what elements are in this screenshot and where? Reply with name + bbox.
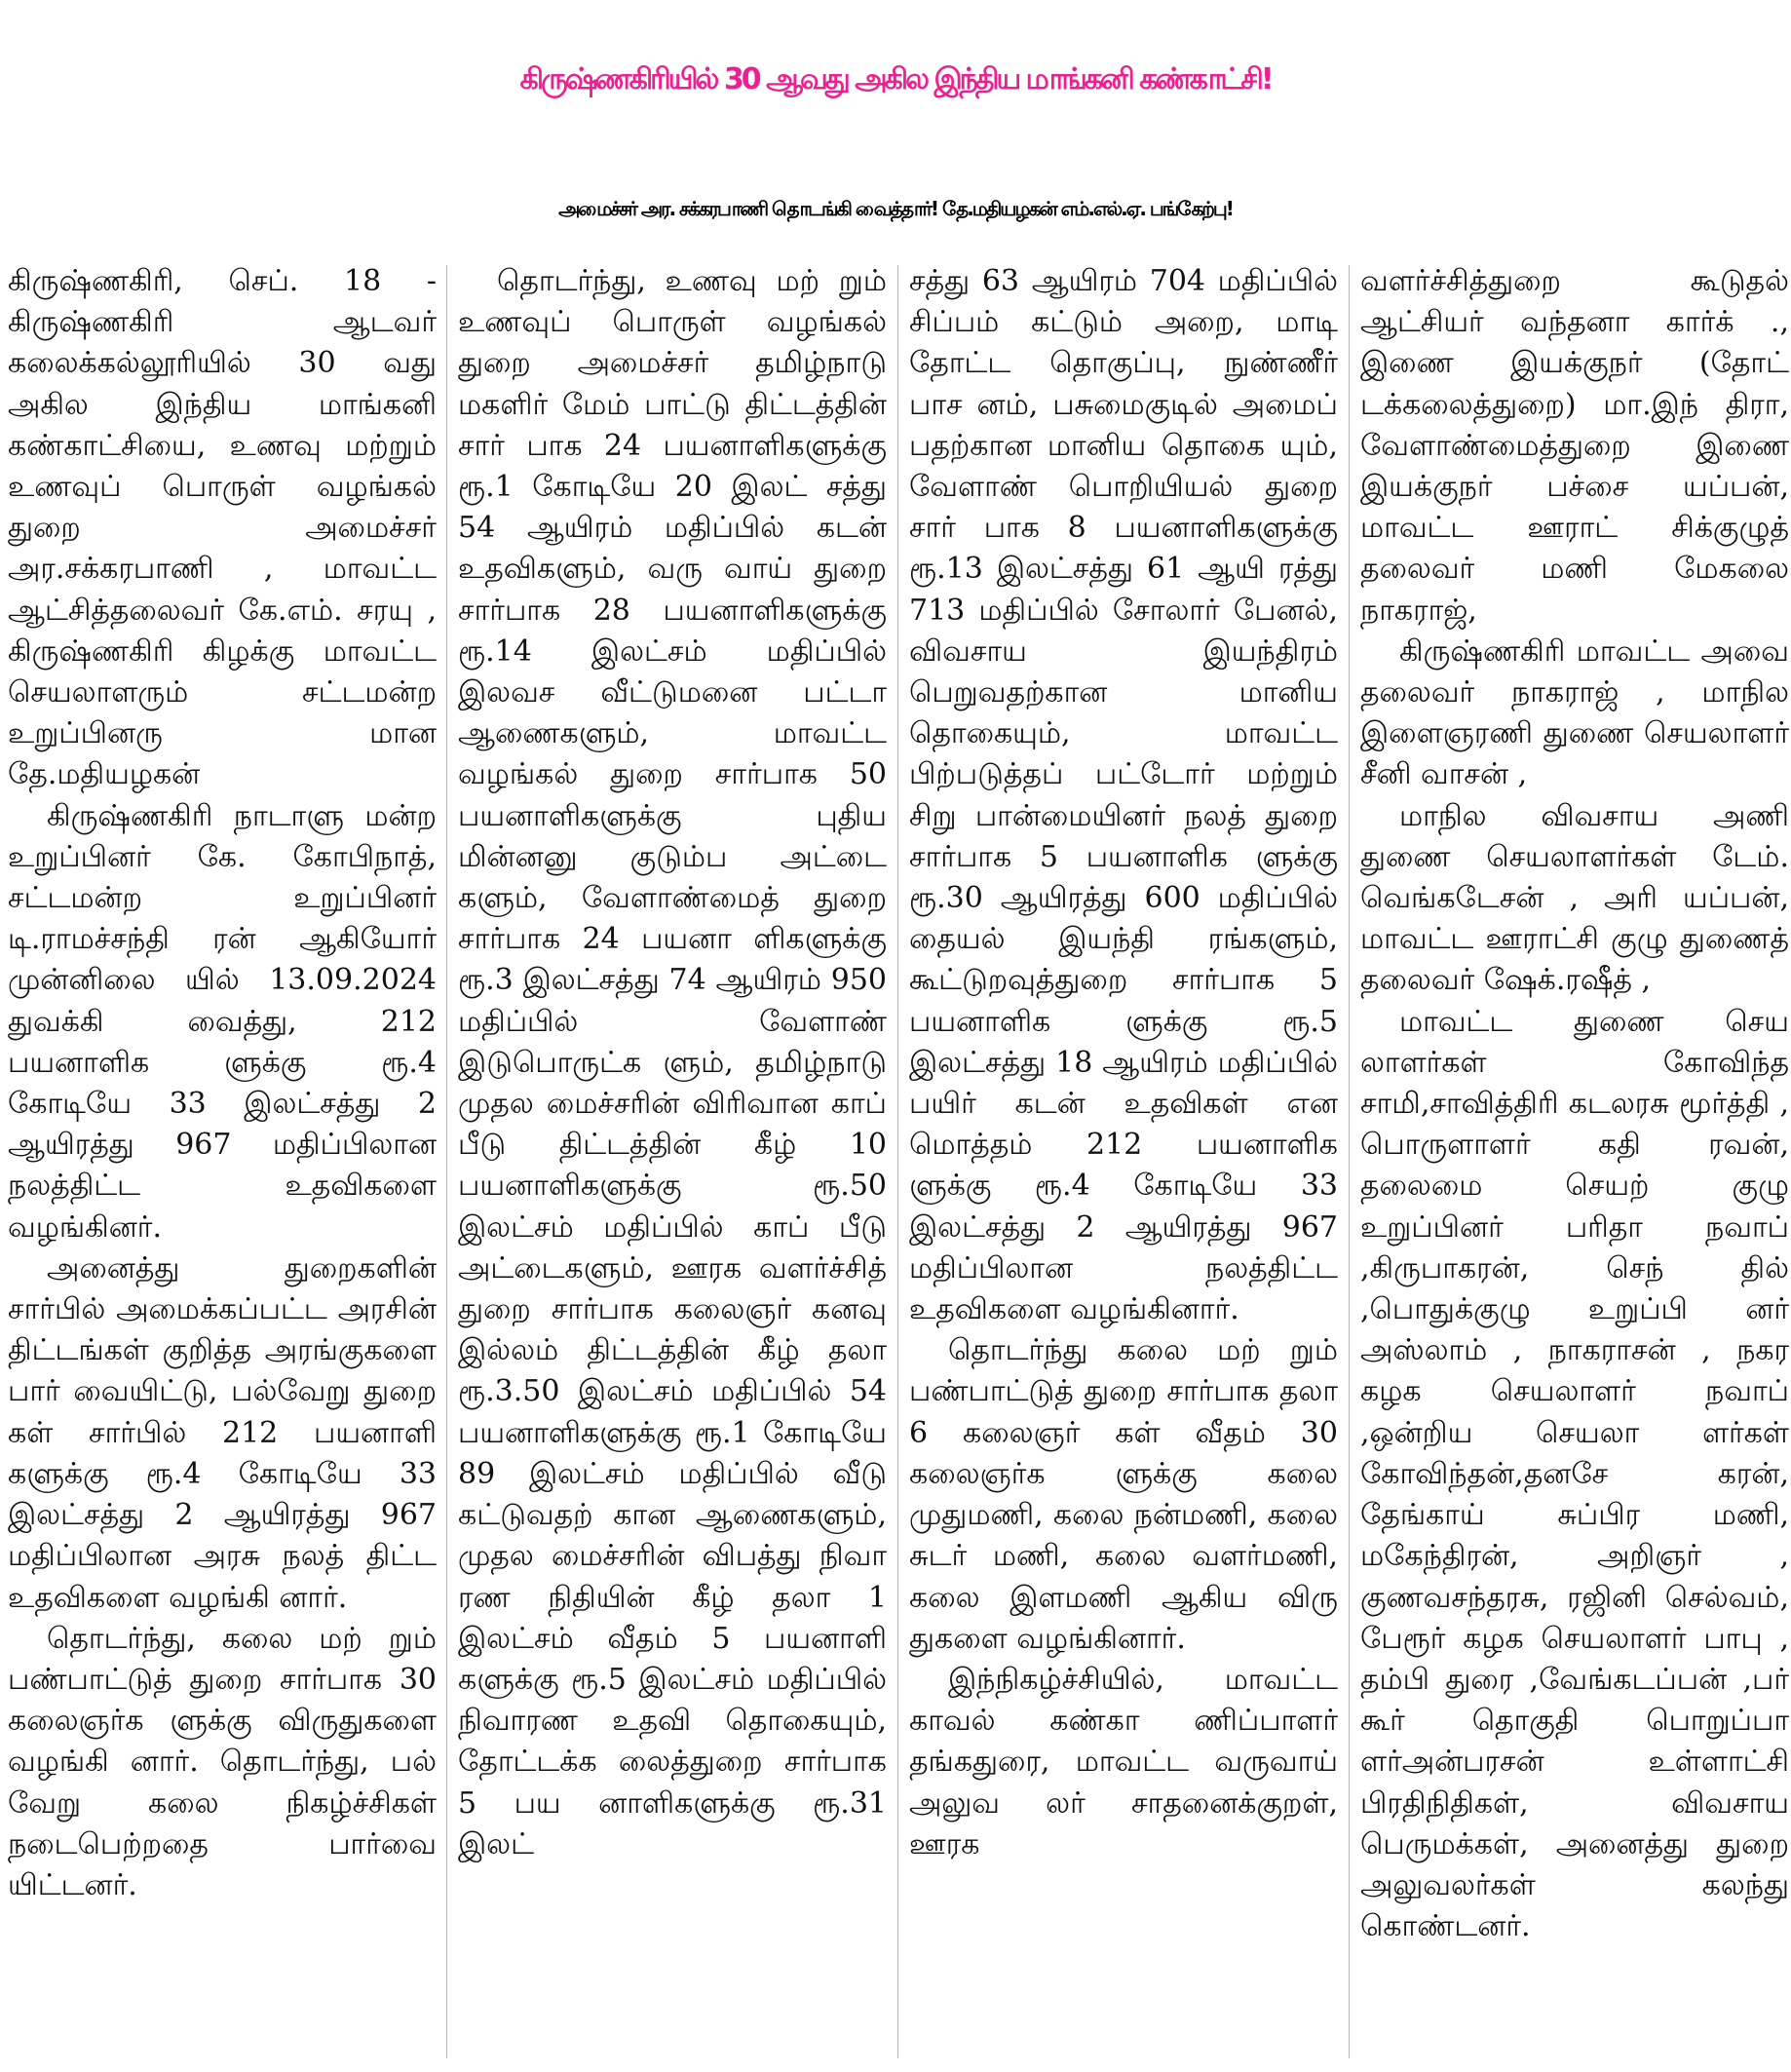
paragraph: தொடர்ந்து கலை மற் றும் பண்பாட்டுத் துறை சார்பாக தலா 6 கலைஞர் கள் வீதம் 30 கலைஞர்க ளுக்கு கலை முதுமணி, கலை நன்மணி, கலை சுடர் மணி, கலை வளர்மணி, கலை இளமணி ஆகிய விரு துகளை வழங்கினார்.	[909, 1333, 1338, 1656]
paragraph: மாவட்ட துணை செய லாளர்கள் கோவிந்த சாமி,சாவித்திரி கடலரசு மூர்த்தி , பொருளாளர் கதி ரவன், தலைமை செயற் குழு உறுப்பினர் பரிதா நவாப் ,கிருபாகரன், செந் தில் ,பொதுக்குழு உறுப்பி னர் அஸ்லாம் , நாகராசன் , நகர கழக செயலாளர் நவாப் ,ஒன்றிய செயலா ளர்கள் கோவிந்தன்,தனசே கரன், தேங்காய் சுப்பிர மணி, மகேந்திரன், அறிஞர் , குணவசந்தரசு, ரஜினி செல்வம், பேரூர் கழக செயலாளர் பாபு , தம்பி துரை ,வேங்கடப்பன் ,பர் கூர் தொகுதி பொறுப்பா ளர்அன்பரசன் உள்ளாட்சி பிரதிநிதிகள், விவசாய பெருமக்கள், அனைத்து துறை அலுவலர்கள் கலந்து கொண்டனர்.	[1360, 1004, 1789, 1944]
paragraph: தொடர்ந்து, உணவு மற் றும் உணவுப் பொருள் வழங்கல் துறை அமைச்சர் தமிழ்நாடு மகளிர் மேம் பாட்டு திட்டத்தின் சார் பாக 24 பயனாளிகளுக்கு ரூ.1 கோடியே 20 இலட் சத்து 54 ஆயிரம் மதிப்பில் கடன் உதவிகளும், வரு வாய் துறை சார்பாக 28 பயனாளிகளுக்கு ரூ.14 இலட்சம் மதிப்பில் இலவச வீட்டுமனை பட்டா ஆணைகளும், மாவட்ட வழங்கல் துறை சார்பாக 50 பயனாளிகளுக்கு புதிய மின்னனு குடும்ப அட்டை களும், வேளாண்மைத் துறை சார்பாக 24 பயனா ளிகளுக்கு ரூ.3 இலட்சத்து 74 ஆயிரம் 950 மதிப்பில் வேளாண் இடுபொருட்க ளும், தமிழ்நாடு முதல மைச்சரின் விரிவான காப் பீடு திட்டத்தின் கீழ் 10 பயனாளிகளுக்கு ரூ.50 இலட்சம் மதிப்பில் காப் பீடு அட்டைகளும், ஊரக வளர்ச்சித் துறை சார்பாக கலைஞர் கனவு இல்லம் திட்டத்தின் கீழ் தலா ரூ.3.50 இலட்சம் மதிப்பில் 54 பயனாளிகளுக்கு ரூ.1 கோடியே 89 இலட்சம் மதிப்பில் வீடு கட்டுவதற் கான ஆணைகளும், முதல மைச்சரின் விபத்து நிவா ரண நிதியின் கீழ் தலா 1 இலட்சம் வீதம் 5 பயனாளி களுக்கு ரூ.5 இலட்சம் மதிப்பில் நிவாரண உதவி தொகையும், தோட்டக்க லைத்துறை சார்பாக 5 பய னாளிகளுக்கு ரூ.31 இலட்	[458, 264, 887, 1861]
paragraph: கிருஷ்ணகிரி நாடாளு மன்ற உறுப்பினர் கே. கோபிநாத், சட்டமன்ற உறுப்பினர் டி.ராமச்சந்தி ரன் ஆகியோர் முன்னிலை யில் 13.09.2024 துவக்கி வைத்து, 212 பயனாளிக ளுக்கு ரூ.4 கோடியே 33 இலட்சத்து 2 ஆயிரத்து 967 மதிப்பிலான நலத்திட்ட உதவிகளை வழங்கினர்.	[8, 798, 437, 1245]
paragraph: மாநில விவசாய அணி துணை செயலாளர்கள் டேம். வெங்கடேசன் , அரி யப்பன், மாவட்ட ஊராட்சி குழு துணைத் தலைவர் ஷேக்.ரஷீத் ,	[1360, 798, 1789, 998]
article-column-4	[1360, 261, 1789, 1947]
paragraph: இந்நிகழ்ச்சியில், மாவட்ட காவல் கண்கா ணிப்பாளர் தங்கதுரை, மாவட்ட வருவாய் அலுவ லர் சாதனைக்குறள், ஊரக	[909, 1662, 1338, 1861]
paragraph: அனைத்து துறைகளின் சார்பில் அமைக்கப்பட்ட அரசின் திட்டங்கள் குறித்த அரங்குகளை பார் வையிட்டு, பல்வேறு துறை கள் சார்பில் 212 பயனாளி களுக்கு ரூ.4 கோடியே 33 இலட்சத்து 2 ஆயிரத்து 967 மதிப்பிலான அரசு நலத் திட்ட உதவிகளை வழங்கி னார்.	[8, 1250, 437, 1615]
article-column-3	[909, 261, 1338, 1865]
paragraph: சத்து 63 ஆயிரம் 704 மதிப்பில் சிப்பம் கட்டும் அறை, மாடி தோட்ட தொகுப்பு, நுண்ணீர் பாச னம், பசுமைகுடில் அமைப் பதற்கான மானிய தொகை யும், வேளாண் பொறியியல் துறை சார் பாக 8 பயனாளிகளுக்கு ரூ.13 இலட்சத்து 61 ஆயி ரத்து 713 மதிப்பில் சோலார் பேனல், விவசாய இயந்திரம் பெறுவதற்கான மானிய தொகையும், மாவட்ட பிற்படுத்தப் பட்டோர் மற்றும் சிறு பான்மையினர் நலத் துறை சார்பாக 5 பயனாளிக ளுக்கு ரூ.30 ஆயிரத்து 600 மதிப்பில் தையல் இயந்தி ரங்களும், கூட்டுறவுத்துறை சார்பாக 5 பயனாளிக ளுக்கு ரூ.5 இலட்சத்து 18 ஆயிரம் மதிப்பில் பயிர் கடன் உதவிகள் என மொத்தம் 212 பயனாளிக ளுக்கு ரூ.4 கோடியே 33 இலட்சத்து 2 ஆயிரத்து 967 மதிப்பிலான நலத்திட்ட உதவிகளை வழங்கினார்.	[909, 264, 1338, 1327]
paragraph: கிருஷ்ணகிரி மாவட்ட அவை தலைவர் நாகராஜ் , மாநில இளைஞரணி துணை செயலாளர் சீனி வாசன் ,	[1360, 633, 1789, 792]
column-divider	[446, 265, 447, 2058]
column-divider	[897, 265, 898, 2058]
article-column-2	[458, 261, 887, 1865]
article-column-1	[8, 261, 437, 1906]
paragraph: வளர்ச்சித்துறை கூடுதல் ஆட்சியர் வந்தனா கார்க் ., இணை இயக்குநர் (தோட் டக்கலைத்துறை) மா.இந் திரா, வேளாண்மைத்துறை இணை இயக்குநர் பச்சை யப்பன், மாவட்ட ஊராட் சிக்குழுத் தலைவர் மணி மேகலை நாகராஜ்,	[1360, 264, 1789, 628]
column-divider	[1349, 265, 1350, 2058]
headline: கிருஷ்ணகிரியில் 30 ஆவது அகில இந்திய மாங்கனி கண்காட்சி!	[519, 61, 1272, 96]
paragraph: கிருஷ்ணகிரி, செப். 18 - கிருஷ்ணகிரி ஆடவர் கலைக்கல்லூரியில் 30 வது அகில இந்திய மாங்கனி கண்காட்சியை, உணவு மற்றும் உணவுப் பொருள் வழங்கல் துறை அமைச்சர் அர.சக்கரபாணி , மாவட்ட ஆட்சித்தலைவர் கே.எம். சரயு , கிருஷ்ணகிரி கிழக்கு மாவட்ட செயலாளரும் சட்டமன்ற உறுப்பினரு மான தே.மதியழகன்	[8, 264, 437, 792]
subheadline: அமைச்சர் அர. சக்கரபாணி தொடங்கி வைத்தார்! தே.மதியழகன் எம்.எல்.ஏ. பங்கேற்பு!	[558, 196, 1233, 220]
paragraph: தொடர்ந்து, கலை மற் றும் பண்பாட்டுத் துறை சார்பாக 30 கலைஞர்க ளுக்கு விருதுகளை வழங்கி னார். தொடர்ந்து, பல் வேறு கலை நிகழ்ச்சிகள் நடைபெற்றதை பார்வை யிட்டனர்.	[8, 1621, 437, 1902]
